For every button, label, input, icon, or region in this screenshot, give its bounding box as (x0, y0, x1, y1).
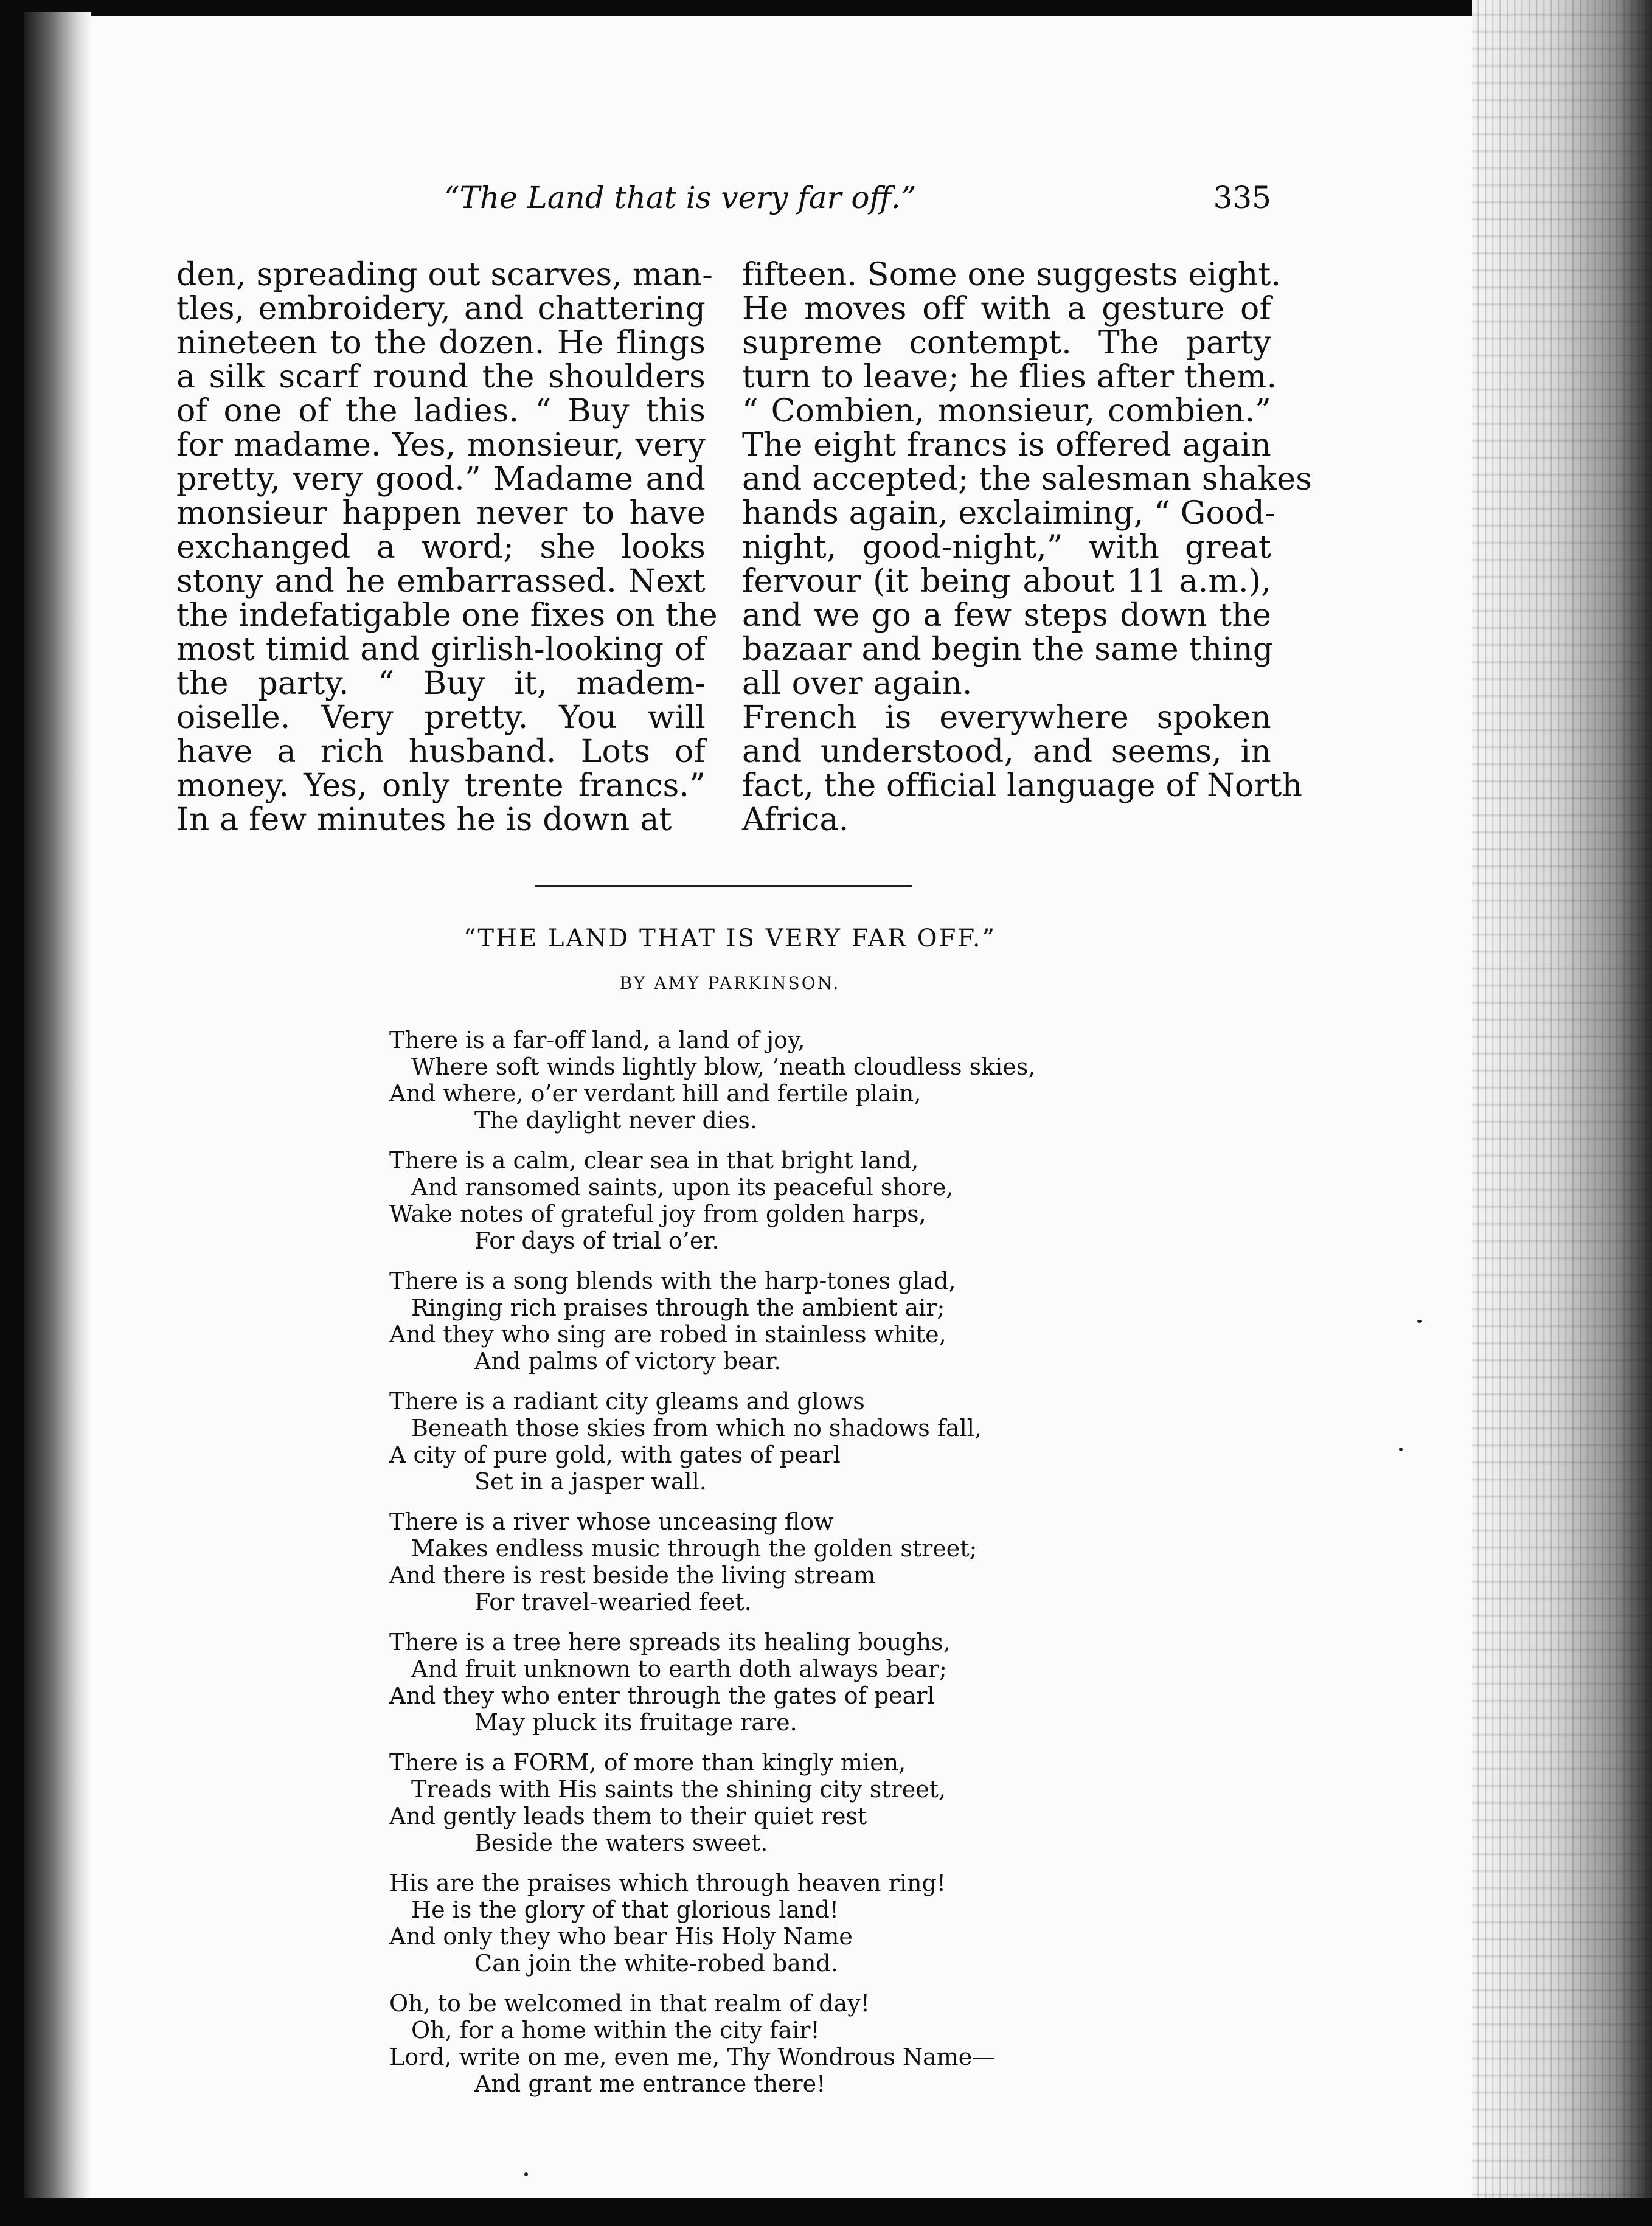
poem-stanza (389, 1990, 1180, 2097)
poem-line: Where soft winds lightly blow, ’neath cloudless skies, (411, 1053, 1036, 1080)
text-line: nineteen to the dozen. He flings (176, 325, 706, 361)
text-line: a silk scarf round the shoulders (176, 359, 706, 395)
page-header (176, 180, 1271, 223)
poem-line: There is a calm, clear sea in that bright land, (389, 1147, 919, 1174)
text-line: oiselle. Very pretty. You will (176, 699, 706, 736)
poem-line: And gently leads them to their quiet rest (389, 1803, 867, 1829)
text-line: the indefatigable one fixes on the (176, 597, 718, 634)
scan-border-top (0, 0, 1652, 16)
scan-border-left (0, 0, 24, 2226)
poem-line: For travel-wearied feet. (474, 1589, 752, 1615)
poem-stanza (389, 1388, 1180, 1495)
text-line: money. Yes, only trente francs.” (176, 768, 706, 804)
poem-line: Can join the white-robed band. (474, 1950, 838, 1977)
text-line: den, spreading out scarves, man- (176, 257, 713, 293)
text-line: He moves off with a gesture of (742, 291, 1271, 327)
poem-line: Ringing rich praises through the ambient air; (411, 1294, 945, 1321)
poem-line: There is a FORM, of more than kingly mien, (389, 1749, 906, 1776)
poem-line: Beside the waters sweet. (474, 1829, 768, 1856)
text-line: fervour (it being about 11 a.m.), (742, 563, 1271, 600)
text-line: Africa. (742, 802, 849, 838)
scan-border-right (1472, 0, 1652, 2226)
poem-line: And ransomed saints, upon its peaceful shore, (411, 1174, 954, 1201)
poem-stanza (389, 1027, 1180, 1134)
text-line: monsieur happen never to have (176, 495, 706, 532)
poem-line: And where, o’er verdant hill and fertile plain, (389, 1080, 921, 1107)
poem-stanza (389, 1870, 1180, 1977)
scan-border-bottom (0, 2198, 1652, 2226)
text-line: for madame. Yes, monsieur, very (176, 427, 706, 463)
poem-stanza (389, 1508, 1180, 1615)
poem-line: And only they who bear His Holy Name (389, 1923, 853, 1950)
text-line: night, good-night,” with great (742, 529, 1271, 566)
text-line: of one of the ladies. “ Buy this (176, 393, 706, 429)
poem-line: And palms of victory bear. (474, 1348, 782, 1375)
text-line: and we go a few steps down the (742, 597, 1271, 634)
text-line: all over again. (742, 665, 973, 702)
text-line: stony and he embarrassed. Next (176, 563, 706, 600)
text-line: In a few minutes he is down at (176, 802, 672, 838)
scan-shadow-left (24, 12, 91, 2214)
poem-line: There is a song blends with the harp-tones glad, (389, 1267, 956, 1294)
poem-line: He is the glory of that glorious land! (411, 1896, 839, 1923)
poem-line: And grant me entrance there! (474, 2070, 826, 2097)
poem-line: Oh, for a home within the city fair! (411, 2017, 820, 2044)
poem-line: There is a radiant city gleams and glows (389, 1388, 865, 1415)
poem-line: Lord, write on me, even me, Thy Wondrous Name— (389, 2044, 996, 2070)
text-line: “ Combien, monsieur, combien.” (742, 393, 1271, 429)
scan-speck (1417, 1320, 1422, 1323)
section-divider (535, 885, 912, 887)
poem-line: And fruit unknown to earth doth always bear; (411, 1656, 947, 1682)
page-number: 335 (1213, 180, 1271, 215)
left-column (176, 257, 718, 838)
poem-line: May pluck its fruitage rare. (474, 1709, 797, 1736)
poem-line: For days of trial o’er. (474, 1227, 720, 1254)
text-line: turn to leave; he flies after them. (742, 359, 1277, 395)
text-line: fact, the official language of North (742, 768, 1303, 804)
text-line: and understood, and seems, in (742, 733, 1271, 770)
running-head: “The Land that is very far off.” (444, 180, 917, 215)
text-line: the party. “ Buy it, madem- (176, 665, 706, 702)
poem-line: There is a far-off land, a land of joy, (389, 1027, 805, 1053)
poem-line: His are the praises which through heaven ring! (389, 1870, 946, 1896)
poem-line: Makes endless music through the golden street; (411, 1535, 977, 1562)
text-line: French is everywhere spoken (742, 699, 1271, 736)
poem-line: There is a tree here spreads its healing boughs, (389, 1629, 951, 1656)
text-line: tles, embroidery, and chattering (176, 291, 706, 327)
scan-speck (1399, 1448, 1403, 1451)
text-line: most timid and girlish-looking of (176, 631, 706, 668)
poem-stanza (389, 1147, 1180, 1254)
poem-body (389, 1027, 1180, 2110)
text-line: pretty, very good.” Madame and (176, 461, 706, 498)
text-line: and accepted; the salesman shakes (742, 461, 1313, 498)
poem-line: Set in a jasper wall. (474, 1468, 707, 1495)
poem-line: Beneath those skies from which no shadows fall, (411, 1415, 982, 1441)
poem-line: And they who sing are robed in stainless white, (389, 1321, 946, 1348)
text-line: have a rich husband. Lots of (176, 733, 706, 770)
poem-stanza (389, 1749, 1180, 1856)
poem-stanza (389, 1629, 1180, 1736)
poem-line: And they who enter through the gates of pearl (389, 1682, 935, 1709)
poem-line: Oh, to be welcomed in that realm of day! (389, 1990, 870, 2017)
poem-title: “THE LAND THAT IS VERY FAR OFF.” (463, 924, 997, 952)
text-line: hands again, exclaiming, “ Good- (742, 495, 1275, 532)
poem-line: And there is rest beside the living stream (389, 1562, 876, 1589)
poem-line: Treads with His saints the shining city street, (411, 1776, 946, 1803)
poem-line: Wake notes of grateful joy from golden harps, (389, 1201, 926, 1227)
poem-line: The daylight never dies. (474, 1107, 757, 1134)
scan-speck (524, 2172, 528, 2176)
text-line: exchanged a word; she looks (176, 529, 706, 566)
right-column (742, 257, 1313, 838)
text-line: supreme contempt. The party (742, 325, 1271, 361)
poem-line: A city of pure gold, with gates of pearl (389, 1441, 841, 1468)
text-line: fifteen. Some one suggests eight. (742, 257, 1282, 293)
poem-byline: BY AMY PARKINSON. (619, 973, 841, 993)
text-line: The eight francs is offered again (742, 427, 1271, 463)
text-line: bazaar and begin the same thing (742, 631, 1274, 668)
poem-stanza (389, 1267, 1180, 1375)
poem-line: There is a river whose unceasing flow (389, 1508, 834, 1535)
